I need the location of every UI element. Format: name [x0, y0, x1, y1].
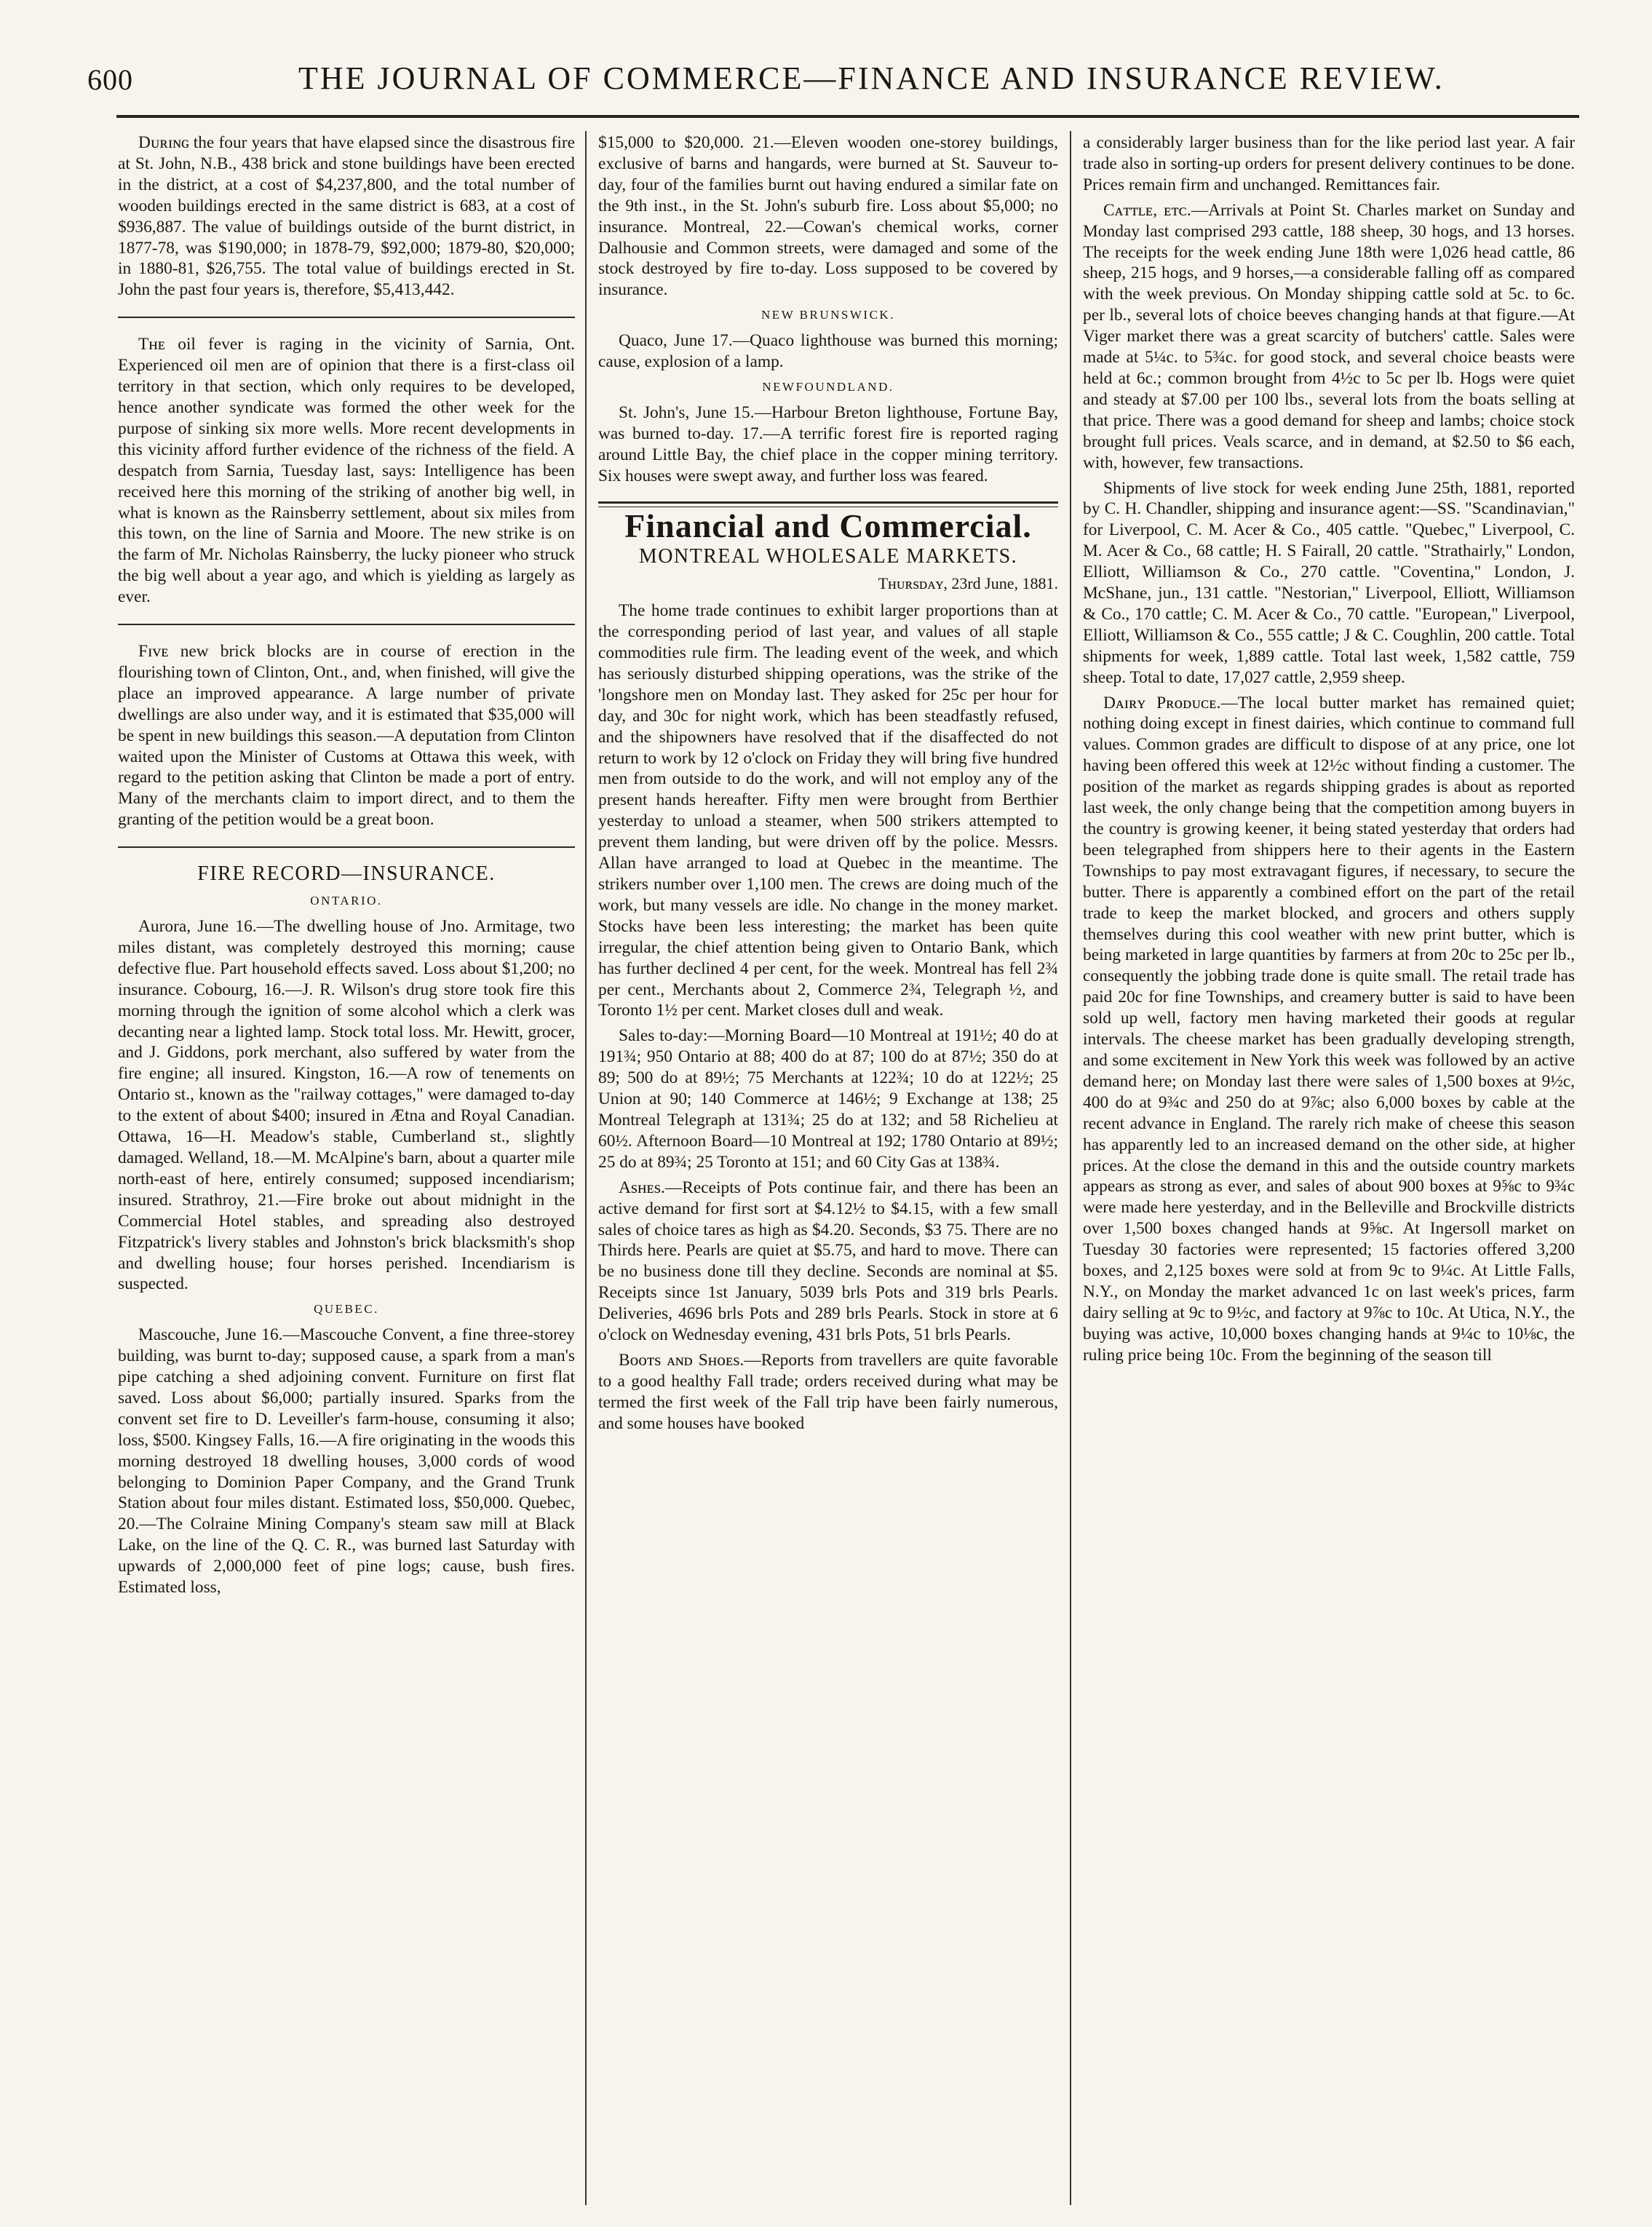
- newfoundland-heading: NEWFOUNDLAND.: [762, 379, 894, 394]
- column-left: [118, 132, 575, 2199]
- divider: [118, 317, 575, 318]
- article-st-john-buildings: Dᴜʀɪɴɢ the four years that have elapsed since the disastrous fire at St. John, N.B., 438 brick and stone buildings have been erected in the district, at a cost of $4,237,800, and the total number of wooden buildings erected in the same district is 683, at a cost of $936,887. The value of buildings outside of the burnt district, in 1877-78, was $190,000; in 1878-79, $92,000; 1879-80, $20,000; in 1880-81, $26,755. The total value of buildings erected in St. John the past four years is, therefore, $5,413,442.: [118, 133, 575, 300]
- column-middle: [598, 132, 1058, 2199]
- market-dairy-produce: Dᴀɪʀʏ Pʀᴏᴅᴜᴄᴇ.—The local butter market has remained quiet; nothing doing except in finest dairies, which continue to command full values. Common grades are difficult to dispose of at any price, one lot having been offered this week at 12½c without finding a customer. The position of the market as regards shipping grades is about as reported last week, the only change being that the competition among buyers in the country is growing keener, it being stated yesterday that orders had been telegraphed from shippers here to their agents in the Eastern Townships to pay most extravagant figures, if necessary, to secure the butter. There is apparently a combined effort on the part of the retail trade to keep the market blocked, and grocers and others supply themselves during this cool weather with new print butter, which is being marketed in large quantities by farmers at from 20c to 25c per lb., consequently the jobbing trade done is quite small. The retail trade has paid 20c for fine Townships, and creamery butter is said to have been sold up well, factory men having marketed their goods at regular intervals. The cheese market has been gradually developing strength, and some excitement in New York this week was followed by an active demand here; on Monday last there were sales of 1,500 boxes at 9½c, 400 do at 9¾c and 250 do at 9⅞c; also 6,000 boxes by cable at the recent advance in England. The rarely rich make of cheese this season has apparently led to an increased demand on the other side, at higher prices. At the close the demand in this and the outside country markets appears as strong as ever, and sales of about 900 boxes at 9⅝c to 9¾c were made here yesterday, and in the Belleville and Brockville districts over 1,500 boxes changed hands at 9⅝c. At Ingersoll market on Tuesday 30 factories were represented; 15 factories offered 3,200 boxes, and 2,125 boxes were sold at from 9c to 9¼c. At Little Falls, N.Y., on Monday the market advanced 1c on last week's prices, farm dairy selling at 9c to 9½c, and factory at 9⅞c to 10c. At Utica, N.Y., the buying was active, 10,000 boxes changing hands at 9¼c to 10⅛c, the ruling price being 10c. From the beginning of the season till: [1083, 693, 1575, 1365]
- column-right: [1083, 132, 1575, 2199]
- market-boots-shoes: Bᴏᴏᴛs ᴀɴᴅ Sʜᴏᴇs.—Reports from travellers are quite favorable to a good healthy Fall trade; orders received during what may be termed the first week of the Fall trip have been fairly numerous, and some houses have booked: [598, 1350, 1058, 1433]
- column-divider: [585, 131, 587, 2205]
- journal-title: THE JOURNAL OF COMMERCE—FINANCE AND INSURANCE REVIEW.: [298, 60, 1445, 96]
- market-ashes: Asʜᴇs.—Receipts of Pots continue fair, and there has been an active demand for first sort at $4.12½ to $4.15, with a few small sales of choice tares as high as $4.20. Seconds, $3 75. There are no Thirds here. Pearls are quiet at $5.75, and hard to move. There can be no business done till they decline. Seconds are nominal at $5. Receipts since 1st January, 5039 brls Pots and 319 brls Pearls. Deliveries, 4696 brls Pots and 289 brls Pearls. Stock in store at 6 o'clock on Wednesday evening, 431 brls Pots, 51 brls Pearls.: [598, 1178, 1058, 1345]
- newfoundland-fire-report: St. John's, June 15.—Harbour Breton lighthouse, Fortune Bay, was burned to-day. 17.—A terrific forest fire is reported raging around Little Bay, the chief place in the copper mining territory. Six houses were swept away, and further loss was feared.: [598, 402, 1058, 485]
- column-divider: [1070, 131, 1071, 2205]
- section-rule: [598, 501, 1058, 507]
- divider: [118, 624, 575, 625]
- article-clinton-blocks: Fɪᴠᴇ new brick blocks are in course of erection in the flourishing town of Clinton, Ont., and, when finished, will give the place an improved appearance. A large number of private dwellings are also under way, and it is estimated that $35,000 will be spent in new buildings this season.—A deputation from Clinton waited upon the Minister of Customs at Ottawa this week, with regard to the petition asking that Clinton be made a port of entry. Many of the merchants claim to import direct, and to them the granting of the petition would be a great boon.: [118, 642, 575, 830]
- quebec-heading: QUEBEC.: [314, 1302, 379, 1317]
- page-header: [87, 57, 1572, 108]
- section-title: Financial and Commercial.: [624, 507, 1032, 544]
- new-brunswick-fire-report: Quaco, June 17.—Quaco lighthouse was burned this morning; cause, explosion of a lamp.: [598, 331, 1058, 372]
- market-cattle: Cᴀᴛᴛʟᴇ, ᴇᴛᴄ.—Arrivals at Point St. Charles market on Sunday and Monday last comprised 293 cattle, 188 sheep, 30 hogs, and 13 horses. The receipts for the week ending June 18th were 1,026 head cattle, 86 sheep, 215 hogs, and 9 horses,—a considerable falling off as compared with the week previous. On Monday shipping cattle sold at 5c. to 6c. per lb., several lots of choice beeves changing hands at that figure.—At Viger market there was a great scarcity of butchers' cattle. Sales were made at 5¼c. to 5¾c. for good stock, and several choice beasts were held at 6c.; common brought from 4½c to 5c per lb. Hogs were quiet and steady at $7.00 per 100 lbs., several lots from the boats selling at that price. There was a good demand for sheep and lambs; choice stock brought full prices. Veals scarce, and in demand, at $2.50 to $6 each, with, however, few transactions.: [1083, 200, 1575, 472]
- quebec-fire-reports: Mascouche, June 16.—Mascouche Convent, a fine three-storey building, was burnt to-day; supposed cause, a spark from a man's pipe catching a shed adjoining convent. Furniture on first flat saved. Loss about $6,000; partially insured. Sparks from the convent set fire to D. Leveiller's farm-house, consuming it also; loss, $500. Kingsey Falls, 16.—A fire originating in the woods this morning destroyed 18 dwelling houses, 3,000 cords of wood belonging to Dominion Paper Company, and the Grand Trunk Station about four miles distant. Estimated loss, $50,000. Quebec, 20.—The Colraine Mining Company's steam saw mill at Black Lake, on the line of the Q. C. R., was burned last Saturday with upwards of 2,000,000 feet of pine logs; cause, bush fires. Estimated loss,: [118, 1325, 575, 1597]
- market-home-trade: The home trade continues to exhibit larger proportions than at the corresponding period of last year, and values of all staple commodities rule firm. The leading event of the week, and which has seriously disturbed shipping operations, was the strike of the 'longshore men on Monday last. They asked for 25c per hour for day, and 30c for night work, which has been steadfastly refused, and the shipowners have resolved that if the disaffected do not return to work by 12 o'clock on Friday they will bring five hundred men from outside to do the work, and will not employ any of the present hands hereafter. Fifty men were brought from Berthier yesterday to unload a steamer, when 500 strikers attempted to prevent them landing, but were driven off by the police. Messrs. Allan have arranged to load at Quebec in the meantime. The strikers number over 1,100 men. The crews are doing much of the work, but many vessels are idle. No change in the money market. Stocks have been less interesting; the market has been quite irregular, the chief attention being given to Ontario Bank, which has further declined 4 per cent, for the week. Montreal has fell 2¾ per cent., Merchants about 2, Commerce 2¾, Telegraph ½, and Toronto 1½ per cent. Market closes dull and weak.: [598, 601, 1058, 1020]
- market-heading: MONTREAL WHOLESALE MARKETS.: [638, 545, 1018, 568]
- ontario-heading: ONTARIO.: [310, 894, 383, 908]
- page-number: 600: [87, 63, 133, 96]
- header-rule: [116, 115, 1579, 118]
- market-dateline: Tʜᴜʀsᴅᴀʏ, 23rd June, 1881.: [878, 574, 1058, 593]
- market-livestock-shipments: Shipments of live stock for week ending June 25th, 1881, reported by C. H. Chandler, shipping and insurance agent:—SS. "Scandinavian," for Liverpool, C. M. Acer & Co., 405 cattle. "Quebec," Liverpool, C. M. Acer & Co., 68 cattle; H. S Fairall, 20 cattle. "Strathairly," London, Elliott, Williamson & Co., 270 cattle. "Coventina," London, J. McShane, jun., 131 cattle. "Nestorian," Liverpool, Elliott, Williamson & Co., 170 cattle; C. M. Acer & Co., 70 cattle. "European," Liverpool, Elliott, Williamson & Co., 555 cattle; J & C. Coughlin, 200 cattle. Total shipments for week, 1,889 cattle. Total last week, 1,582 cattle, 759 sheep. Total to date, 17,027 cattle, 2,959 sheep.: [1083, 478, 1575, 687]
- new-brunswick-heading: NEW BRUNSWICK.: [761, 308, 895, 322]
- divider: [118, 846, 575, 848]
- article-sarnia-oil: Tʜᴇ oil fever is raging in the vicinity of Sarnia, Ont. Experienced oil men are of opinion that there is a first-class oil territory in that section, which only requires to be developed, hence another syndicate was formed the other week for the purpose of sinking six more wells. More recent developments in this vicinity afford further evidence of the richness of the field. A despatch from Sarnia, Tuesday last, says: Intelligence has been received here this morning of the striking of another big well, in what is known as the Rainsberry settlement, about six miles from this town, on the line of Sarnia and Moore. The new strike is on the farm of Mr. Nicholas Rainsberry, the lucky pioneer who struck the big well about a year ago, and which is yielding as largely as ever.: [118, 335, 575, 607]
- market-boots-shoes-cont: a considerably larger business than for the like period last year. A fair trade also in sorting-up orders for present delivery continues to be done. Prices remain firm and unchanged. Remittances fair.: [1083, 133, 1575, 194]
- market-stock-sales: Sales to-day:—Morning Board—10 Montreal at 191½; 40 do at 191¾; 950 Ontario at 88; 400 do at 87; 100 do at 87½; 350 do at 89; 500 do at 89½; 75 Merchants at 122¾; 10 do at 122½; 25 Union at 90; 140 Commerce at 146½; 9 Exchange at 138; 25 Montreal Telegraph at 131¾; 25 do at 132; and 58 Richelieu at 60½. Afternoon Board—10 Montreal at 192; 1780 Ontario at 89½; 25 do at 89¾; 25 Toronto at 151; and 60 City Gas at 138¾.: [598, 1026, 1058, 1172]
- quebec-fire-reports-cont: $15,000 to $20,000. 21.—Eleven wooden one-storey buildings, exclusive of barns and hangards, were burned at St. Sauveur to-day, four of the families burnt out having endured a similar fate on the 9th inst., in the St. John's suburb fire. Loss about $5,000; no insurance. Montreal, 22.—Cowan's chemical works, corner Dalhousie and Common streets, were damaged and some of the stock destroyed by fire to-day. Loss supposed to be covered by insurance.: [598, 133, 1058, 300]
- fire-record-heading: FIRE RECORD—INSURANCE.: [197, 862, 496, 886]
- ontario-fire-reports: Aurora, June 16.—The dwelling house of Jno. Armitage, two miles distant, was completely destroyed this morning; cause defective flue. Part household effects saved. Loss about $1,200; no insurance. Cobourg, 16.—J. R. Wilson's drug store took fire this morning through the ignition of some alcohol which a clerk was decanting near a lighted lamp. Stock total loss. Mr. Hewitt, grocer, and J. Giddons, pork merchant, also suffered by water from the fire engine; all insured. Kingston, 16.—A row of tenements on Ontario st., known as the "railway cottages," were damaged to-day to the extent of about $400; insured in Ætna and Royal Canadian. Ottawa, 16—H. Meadow's stable, Cumberland st., slightly damaged. Welland, 18.—M. McAlpine's barn, about a quarter mile north-east of here, entirely consumed; supposed incendiarism; insured. Strathroy, 21.—Fire broke out about midnight in the Commercial Hotel stables, and spreading also destroyed Fitzpatrick's livery stables and Johnston's brick blacksmith's shop and dwelling house; four horses perished. Incendiarism is suspected.: [118, 917, 575, 1294]
